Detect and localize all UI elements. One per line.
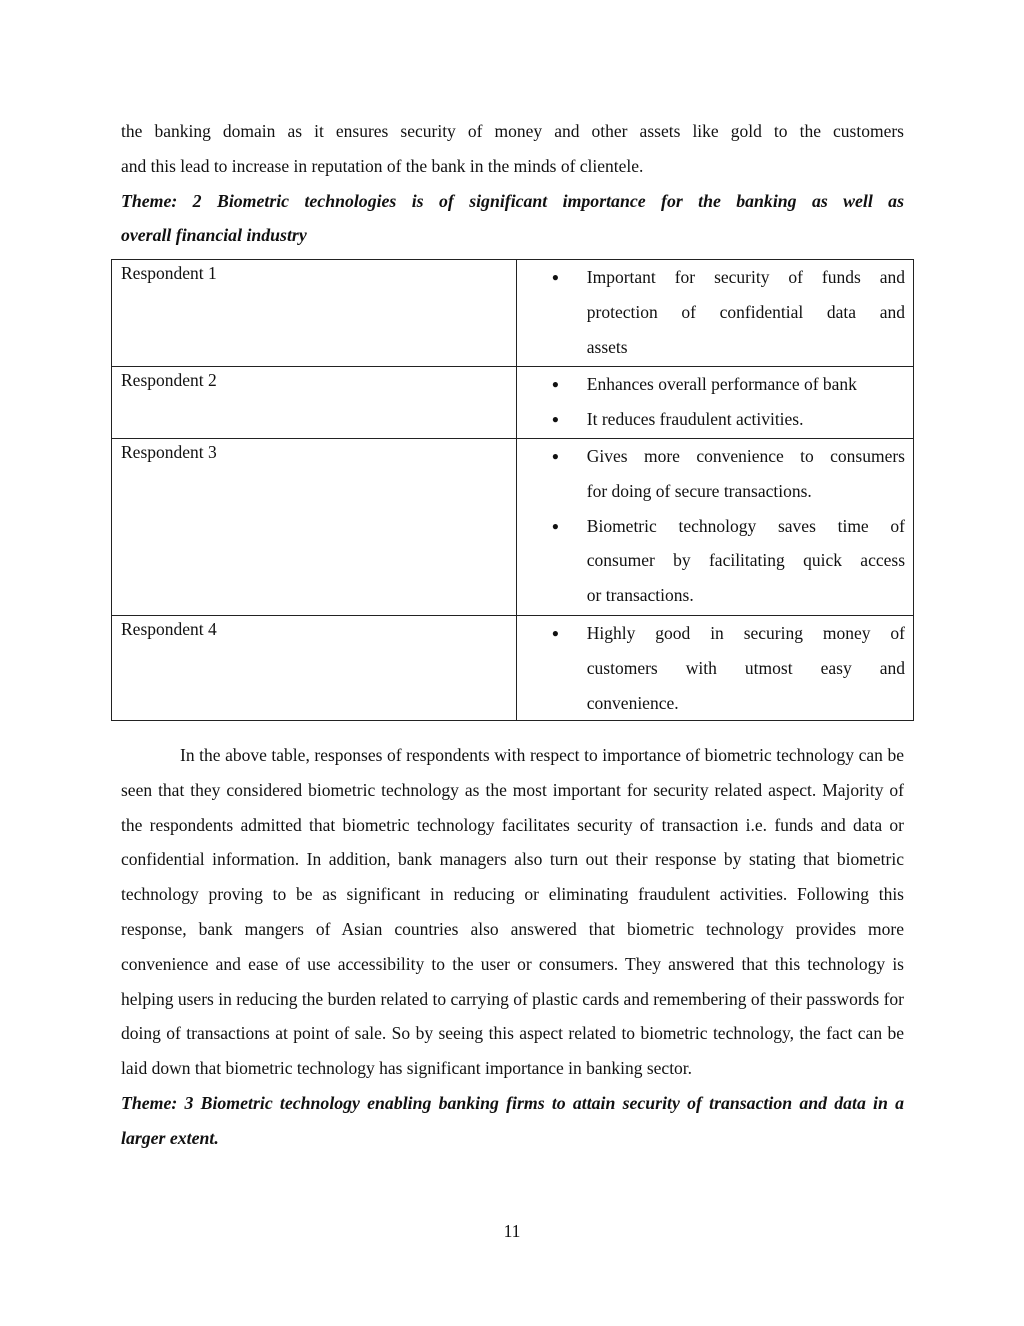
response-point-line [517, 295, 905, 330]
table-row [112, 439, 914, 616]
bullet-icon: ● [551, 449, 560, 463]
bullet-icon: ● [551, 270, 560, 284]
response-points-list [517, 260, 913, 364]
analysis-paragraph: In the above table, responses of respondents with respect to importance of biometric technology can be seen that they considered biometric technology as the most important for security related aspect. Majority of the respondents admitted that biometric technology facilitates security of transaction i.e. funds and data or confidential information. In addition, bank managers also turn out their response by stating that biometric technology proving to be as significant in reducing or eliminating fraudulent activities. Following this response, bank mangers of Asian countries also answered that biometric technology provides more convenience and ease of use accessibility to the user or consumers. They answered that this technology is helping users in reducing the burden related to carrying of plastic cards and remembering of their passwords for doing of transactions at point of sale. So by seeing this aspect related to biometric technology, the fact can be laid down that biometric technology has significant importance in banking sector. [121, 745, 904, 1079]
response-point-text: or transactions. [586, 585, 694, 606]
respondent-label: Respondent 1 [112, 260, 517, 367]
response-point-text: convenience. [586, 692, 679, 713]
table-row [112, 260, 914, 367]
bullet-icon: ● [551, 411, 560, 426]
response-point-text: Gives more convenience to consumers [586, 446, 905, 466]
response-point-line [517, 260, 905, 295]
respondents-table-body [112, 260, 914, 721]
response-point-text: Highly good in securing money of [586, 623, 905, 643]
response-points-cell [516, 367, 913, 439]
respondent-label: Respondent 4 [112, 616, 517, 721]
theme-2-heading-line-2: overall financial industry [121, 225, 307, 246]
response-point-text: Enhances overall performance of bank [586, 374, 857, 394]
respondent-label: Respondent 3 [112, 439, 517, 616]
respondents-table [111, 259, 914, 721]
response-point-line [517, 474, 905, 509]
response-points-cell [516, 260, 913, 367]
table-row [112, 616, 914, 721]
response-point-text: It reduces fraudulent activities. [586, 408, 804, 429]
response-point-text: customers with utmost easy and [586, 657, 905, 678]
response-points-cell [516, 616, 913, 721]
response-points-list [517, 616, 913, 720]
response-point-text: Biometric technology saves time of [586, 515, 905, 536]
response-points-list [517, 367, 913, 437]
theme-2-heading-line-1: Theme: 2 Biometric technologies is of significant importance for the banking as well as [121, 190, 904, 211]
bullet-icon: ● [551, 518, 560, 533]
response-point-line [517, 578, 905, 613]
body-block [121, 738, 904, 1156]
intro-block [121, 114, 904, 253]
response-point-line [517, 686, 905, 721]
response-point-line [517, 543, 905, 578]
response-point-line [517, 509, 905, 544]
response-point-line [517, 651, 905, 686]
response-point-line [517, 439, 905, 474]
intro-line-1: the banking domain as it ensures security of money and other assets like gold to the customers [121, 121, 904, 141]
response-point-text: consumer by facilitating quick access [586, 550, 905, 571]
response-point-line [517, 402, 905, 437]
theme-3-heading: Theme: 3 Biometric technology enabling banking firms to attain security of transaction and data in a larger extent. [121, 1092, 904, 1148]
response-point-text: protection of confidential data and [586, 301, 905, 322]
bullet-icon: ● [551, 626, 560, 640]
intro-line-2: and this lead to increase in reputation of the bank in the minds of clientele. [121, 155, 644, 176]
response-point-text: for doing of secure transactions. [586, 480, 812, 501]
response-point-line [517, 330, 905, 365]
bullet-icon: ● [551, 377, 560, 391]
response-points-cell [516, 439, 913, 616]
table-row [112, 367, 914, 439]
page-number: 11 [503, 1221, 521, 1241]
response-point-text: assets [586, 336, 628, 357]
response-points-list [517, 439, 913, 613]
response-point-line [517, 367, 905, 402]
response-point-line [517, 616, 905, 651]
response-point-text: Important for security of funds and [586, 267, 905, 287]
respondent-label: Respondent 2 [112, 367, 517, 439]
